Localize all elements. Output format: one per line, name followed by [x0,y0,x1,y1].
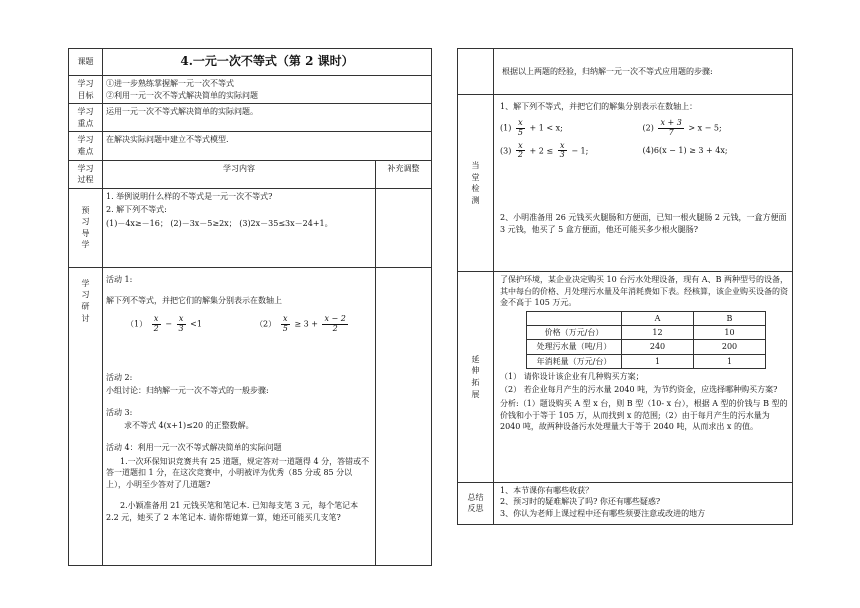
test-content [494,95,793,272]
test-equation-4: (4)6(x − 1) ≥ 3 + 4x; [642,146,728,156]
extension-question-1: （1） 请你设计该企业有几种购买方案； [500,371,644,381]
topic-label: 课题 [69,49,103,76]
reflection-content [494,482,793,524]
activity-1-text: 解下列不等式，并把它们的解集分别表示在数轴上 [106,296,282,306]
difficulties-text: 在解决实际问题中建立不等式模型. [103,132,432,160]
test-equation-1: (1) $\frac{x}{5}$ + 1 < x; [500,117,563,137]
test-question-2: 2、小明准备用 26 元钱买火腿肠和方便面，已知一根火腿肠 2 元钱，一盒方便面 3 元钱，他买了 5 盒方便面，他还可能买多少根火腿肠? [500,213,787,234]
activity-4-problem-1: 1.一次环保知识竞赛共有 25 道题，规定答对一道题得 4 分，答错或不答一道题扣 1 分，在这次竞赛中，小明被评为优秀（85 分或 85 分以上），小明至少答对了几道题? [106,456,370,489]
equipment-table [526,311,766,369]
equation-2: （2） $\frac{x}{5}$ ≥ 3 + $\frac{x - 2}{2}$ [255,313,346,333]
study-adjust [376,267,432,565]
table-row: 价格（万元/台） 12 10 [527,326,766,340]
activity-4-title: 活动 4：利用一元一次不等式解决简单的实际问题 [106,442,282,452]
table-header-cell: B [694,312,766,326]
preview-question-2: 2. 解下列不等式: [106,205,167,215]
activity-1-equations [126,315,372,334]
extension-analysis: 分析:（1）题设购买 A 型 x 台，则 B 型（10- x 台），根据 A 型的价钱与 B 型的价钱和小于等于 105 万，从而找到 x 的范围;（2）由于每月产生的污水量为 2040 吨，故两种设备污水处理量大于等于 2040 吨，从而求出 x 的值。 [500,398,788,432]
objective-item: ②利用一元一次不等式解决简单的实际问题 [106,90,258,100]
summary-steps: 根据以上两题的经验，归纳解一元一次不等式应用题的步骤: [494,49,793,95]
extension-content [494,272,793,483]
extension-label: 延 伸 拓 展 [458,272,494,483]
difficulties-label: 学习 难点 [69,132,103,160]
preview-question-1: 1. 举例说明什么样的不等式是一元一次不等式? [106,191,273,201]
left-lesson-table [68,48,432,566]
table-row: 年消耗量（万元/台） 1 1 [527,354,766,368]
test-label: 当 堂 检 测 [458,95,494,272]
preview-adjust [376,188,432,267]
reflection-label: 总结 反思 [458,482,494,524]
key-points-text: 运用一元一次不等式解决简单的实际问题。 [103,104,432,132]
table-header-cell [527,312,622,326]
test-equation-3: (3) $\frac{x}{2}$ + 2 ≤ $\frac{x}{3}$ − 1; [500,140,589,160]
extension-question-2: （2） 若企业每月产生的污水量 2040 吨，为节约资金，应选择哪种购买方案? [500,385,778,395]
right-lesson-table [457,48,793,525]
reflection-item: 2、预习时的疑难解决了吗? 你还有哪些疑惑? [500,497,661,507]
objectives-content [103,76,432,104]
equation-1: （1） $\frac{x}{2}$ − $\frac{x}{3}$ <1 [126,313,202,333]
key-points-label: 学习 重点 [69,104,103,132]
reflection-item: 3、你认为老师上课过程中还有哪些须要注意或改进的地方 [500,509,706,519]
test-equations-row-2 [500,142,789,161]
table-row: 处理污水量（吨/月） 240 200 [527,340,766,354]
test-equation-2: (2) $\frac{x + 3}{7}$ > x − 5; [642,117,722,137]
preview-label: 预 习 导 学 [69,188,103,267]
test-equations-row-1 [500,119,789,138]
preview-content [103,188,376,267]
objectives-label: 学习 目标 [69,76,103,104]
lesson-title: 4.一元一次不等式（第 2 课时） [103,49,432,76]
activity-2-title: 活动 2: [106,372,133,382]
activity-4-problem-2: 2.小颖准备用 21 元钱买笔和笔记本. 已知每支笔 3 元，每个笔记本 2.2 元，她买了 2 本笔记本. 请你帮她算一算，她还可能买几支笔? [106,501,359,522]
extension-intro: 了保护环境，某企业决定购买 10 台污水处理设备，现有 A、B 两种型号的设备，其中每台的价格、月处理污水量及年消耗费如下表。经核算，该企业购买设备的资金不高于 105 万元。 [500,275,789,308]
table-header-cell: A [622,312,694,326]
steps-label-cell [458,49,494,95]
activity-3-text: 求不等式 4(x+1)≤20 的正整数解。 [124,421,254,431]
activity-2-text: 小组讨论：归纳解一元一次不等式的一般步骤: [106,386,269,396]
adjust-header: 补充调整 [376,160,432,188]
reflection-item: 1、本节课你有哪些收获？ [500,485,594,495]
preview-inequalities: (1)－4x≥－16； (2)－3x－5≥2x； (3)2x－35≤3x－24+1。 [106,218,333,228]
study-label: 学 习 研 讨 [69,267,103,565]
study-content [103,267,376,565]
activity-1-title: 活动 1: [106,274,133,284]
test-question-1: 1、解下列不等式，并把它们的解集分别表示在数轴上： [500,102,698,112]
activity-3-title: 活动 3: [106,407,133,417]
process-label: 学习 过程 [69,160,103,188]
objective-item: ①进一步熟练掌握解一元一次不等式 [106,79,234,88]
content-header: 学习内容 [103,160,376,188]
